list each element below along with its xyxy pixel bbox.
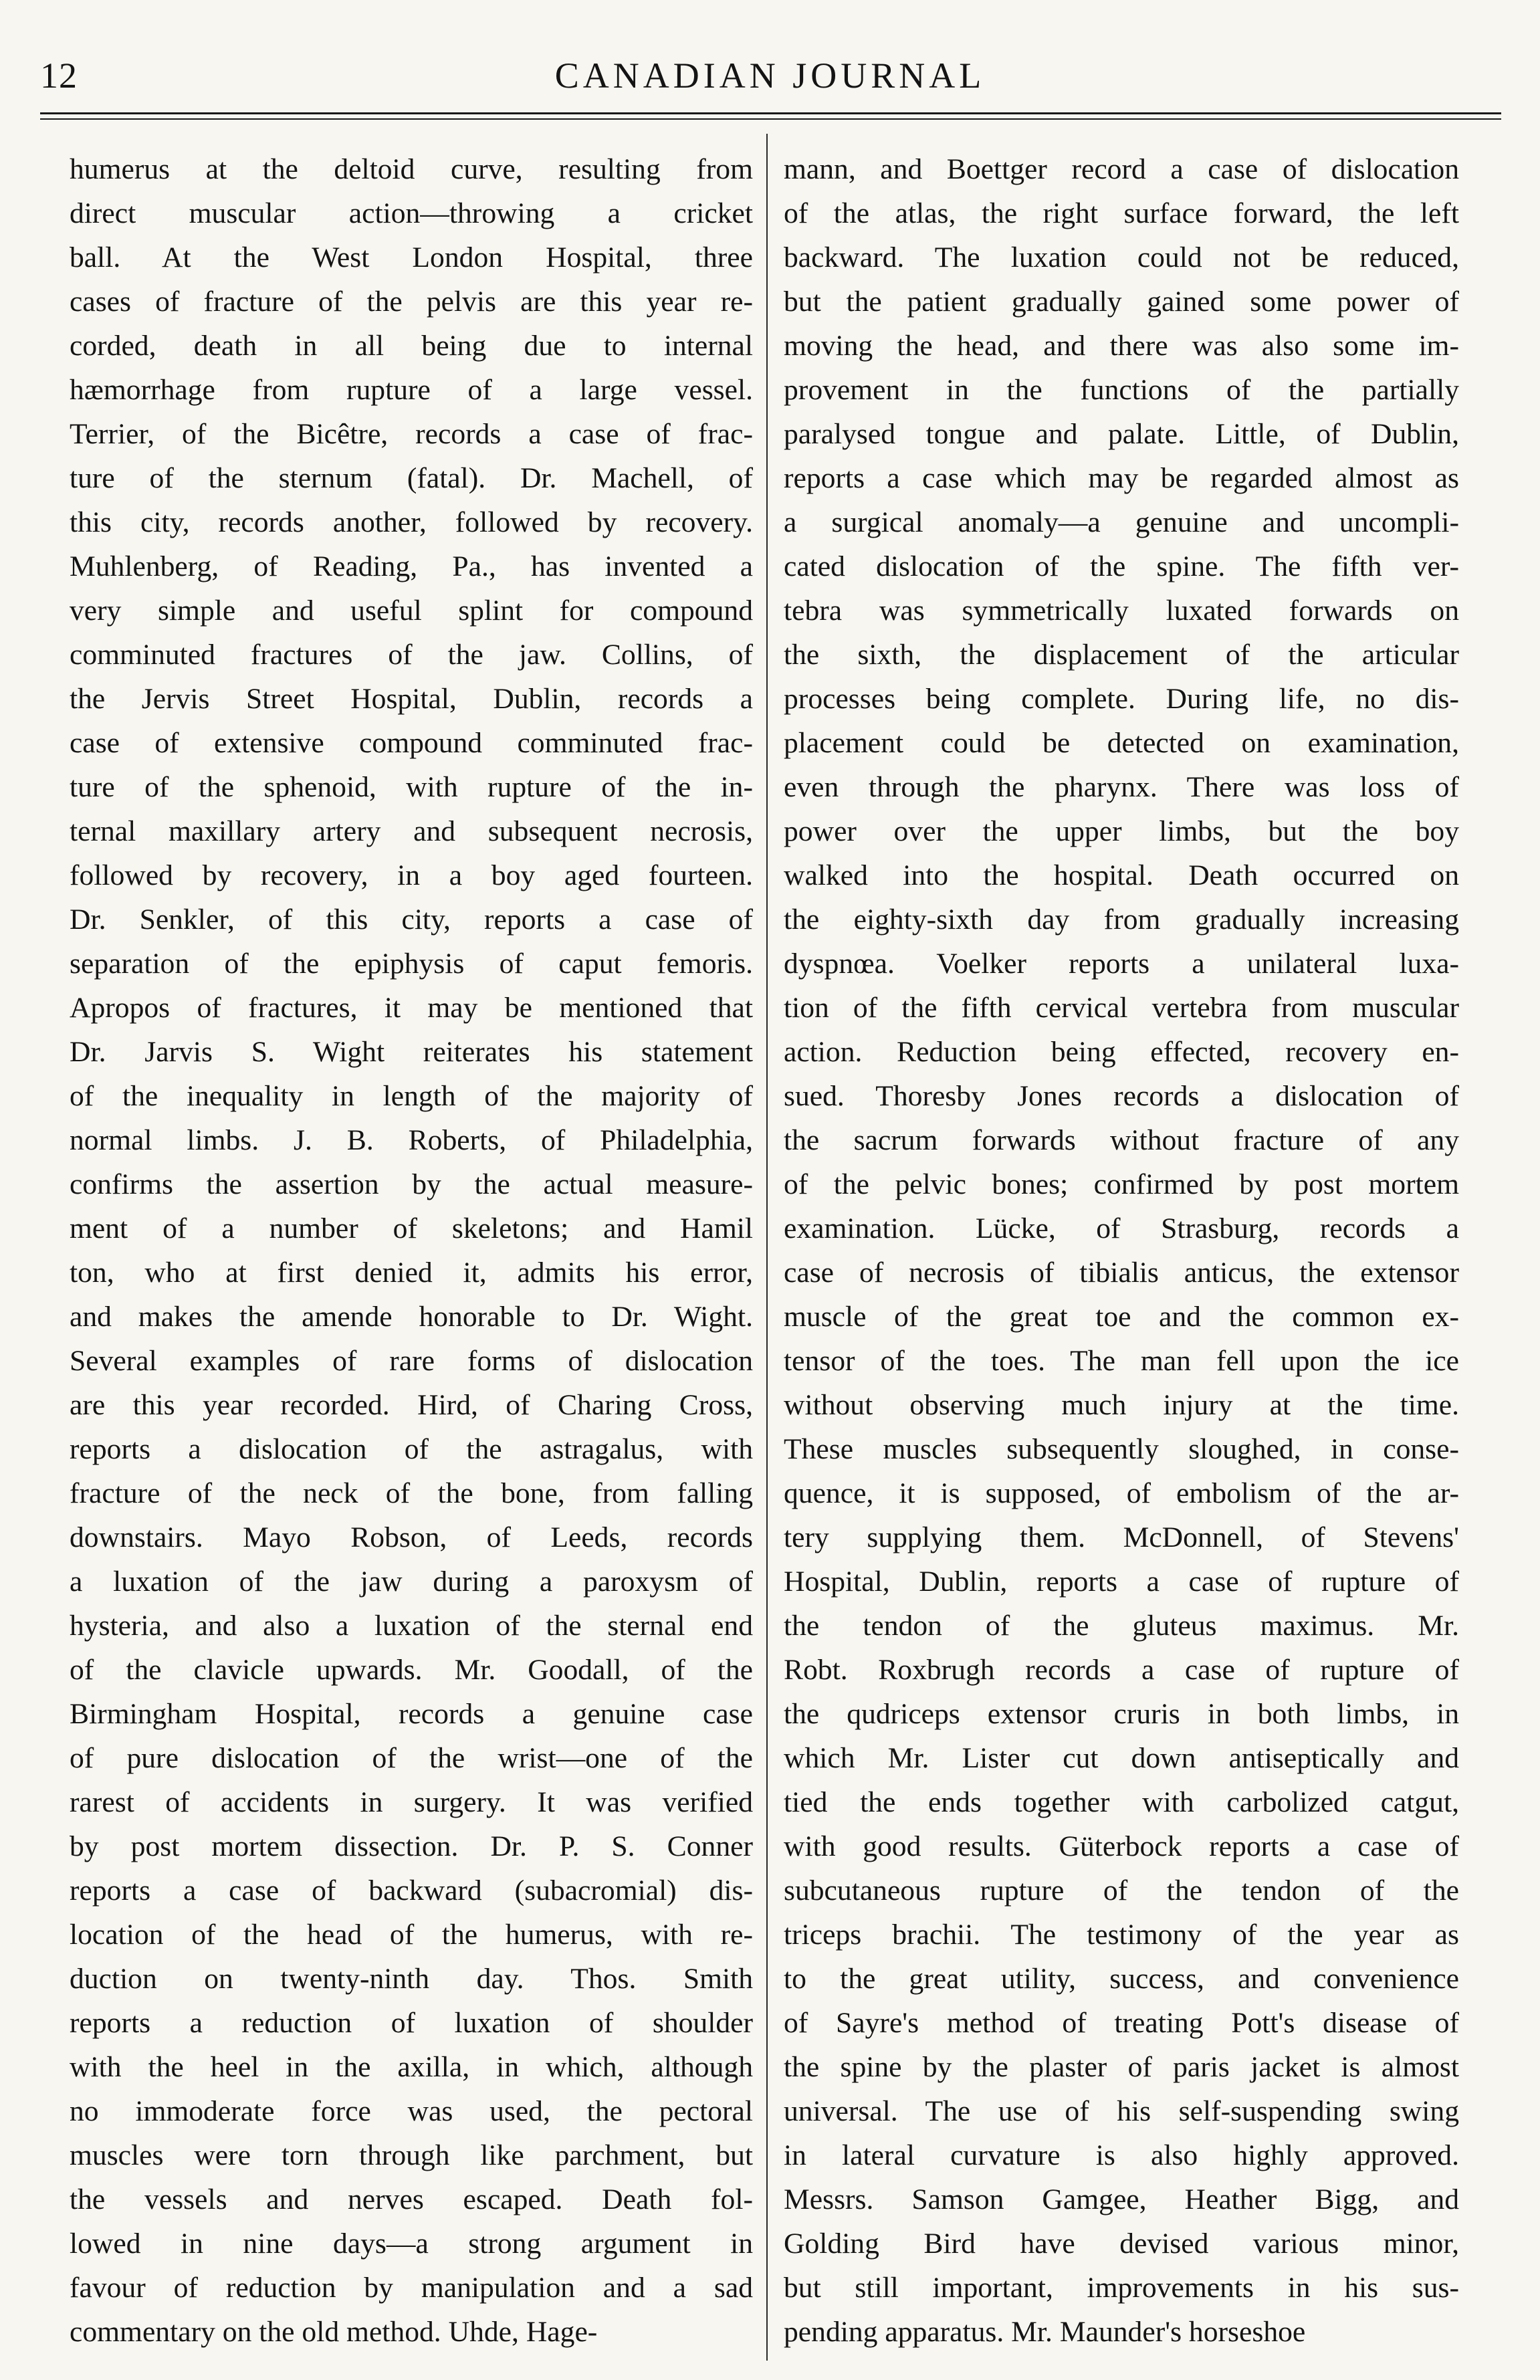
text-line: this city, records another, followed by recovery. <box>70 506 753 538</box>
text-line: the sacrum forwards without fracture of any <box>784 1124 1459 1156</box>
text-line: the vessels and nerves escaped. Death fol- <box>70 2183 753 2215</box>
text-line: reports a dislocation of the astragalus, with <box>70 1433 753 1465</box>
text-line: reports a case which may be regarded almost as <box>784 462 1459 494</box>
text-line: Muhlenberg, of Reading, Pa., has invented a <box>70 550 753 582</box>
text-line: walked into the hospital. Death occurred on <box>784 859 1459 891</box>
text-line: placement could be detected on examination, <box>784 727 1459 759</box>
text-line: very simple and useful splint for compound <box>70 594 753 627</box>
text-line: lowed in nine days—a strong argument in <box>70 2228 753 2260</box>
running-title: CANADIAN JOURNAL <box>554 56 986 96</box>
text-line: Dr. Senkler, of this city, reports a case of <box>70 903 753 936</box>
text-line: cated dislocation of the spine. The fifth ver- <box>784 550 1459 582</box>
column-divider <box>766 134 768 2361</box>
text-line: ball. At the West London Hospital, three <box>70 241 753 274</box>
text-line: the spine by the plaster of paris jacket is almost <box>784 2051 1459 2083</box>
text-line: of the atlas, the right surface forward, the left <box>784 197 1459 229</box>
text-line: tion of the fifth cervical vertebra from muscular <box>784 992 1459 1024</box>
text-line: the eighty-sixth day from gradually increasing <box>784 903 1459 936</box>
text-line: Messrs. Samson Gamgee, Heather Bigg, and <box>784 2183 1459 2215</box>
text-line: of the clavicle upwards. Mr. Goodall, of the <box>70 1654 753 1686</box>
text-line: backward. The luxation could not be reduced, <box>784 241 1459 274</box>
text-line: sued. Thoresby Jones records a dislocation of <box>784 1080 1459 1112</box>
text-line: ment of a number of skeletons; and Hamil <box>70 1212 753 1245</box>
text-line: case of extensive compound comminuted frac- <box>70 727 753 759</box>
text-line: Birmingham Hospital, records a genuine case <box>70 1698 753 1730</box>
text-line: subcutaneous rupture of the tendon of the <box>784 1874 1459 1907</box>
text-line: reports a reduction of luxation of shoulder <box>70 2007 753 2039</box>
left-column <box>70 147 753 2354</box>
text-line: with good results. Güterbock reports a case of <box>784 1830 1459 1862</box>
text-line: ton, who at first denied it, admits his error, <box>70 1257 753 1289</box>
text-line: direct muscular action—throwing a cricket <box>70 197 753 229</box>
text-line: pending apparatus. Mr. Maunder's horseshoe <box>784 2316 1306 2348</box>
text-line: muscle of the great toe and the common ex- <box>784 1301 1459 1333</box>
text-line: Dr. Jarvis S. Wight reiterates his statement <box>70 1036 753 1068</box>
text-line: followed by recovery, in a boy aged fourteen. <box>70 859 753 891</box>
text-line: Robt. Roxbrugh records a case of rupture of <box>784 1654 1459 1686</box>
text-line: comminuted fractures of the jaw. Collins, of <box>70 639 753 671</box>
text-line: normal limbs. J. B. Roberts, of Philadelphia, <box>70 1124 753 1156</box>
header-rule <box>40 112 1501 114</box>
text-line: tery supplying them. McDonnell, of Stevens' <box>784 1521 1459 1553</box>
text-line: universal. The use of his self-suspending swing <box>784 2095 1459 2127</box>
text-line: with the heel in the axilla, in which, although <box>70 2051 753 2083</box>
text-line: to the great utility, success, and convenience <box>784 1963 1459 1995</box>
text-line: humerus at the deltoid curve, resulting from <box>70 153 753 185</box>
text-line: the sixth, the displacement of the articular <box>784 639 1459 671</box>
text-line: and makes the amende honorable to Dr. Wight. <box>70 1301 753 1333</box>
text-line: location of the head of the humerus, with re- <box>70 1919 753 1951</box>
text-line: paralysed tongue and palate. Little, of Dublin, <box>784 418 1459 450</box>
text-line: confirms the assertion by the actual measure- <box>70 1168 753 1200</box>
text-line: processes being complete. During life, no dis- <box>784 683 1459 715</box>
page-number: 12 <box>40 56 78 96</box>
text-line: of the inequality in length of the majority of <box>70 1080 753 1112</box>
text-line: a luxation of the jaw during a paroxysm of <box>70 1565 753 1598</box>
header-rule-secondary <box>40 118 1501 120</box>
text-line: Apropos of fractures, it may be mentioned that <box>70 992 753 1024</box>
text-line: of pure dislocation of the wrist—one of the <box>70 1742 753 1774</box>
text-line: of Sayre's method of treating Pott's disease of <box>784 2007 1459 2039</box>
text-line: dyspnœa. Voelker reports a unilateral luxa- <box>784 948 1459 980</box>
text-line: Terrier, of the Bicêtre, records a case of frac- <box>70 418 753 450</box>
text-line: triceps brachii. The testimony of the year as <box>784 1919 1459 1951</box>
text-line: tied the ends together with carbolized catgut, <box>784 1786 1459 1818</box>
text-line: quence, it is supposed, of embolism of the ar- <box>784 1477 1459 1509</box>
text-line: tebra was symmetrically luxated forwards on <box>784 594 1459 627</box>
text-line: provement in the functions of the partially <box>784 374 1459 406</box>
text-line: moving the head, and there was also some im- <box>784 330 1459 362</box>
text-line: power over the upper limbs, but the boy <box>784 815 1459 847</box>
text-line: hæmorrhage from rupture of a large vessel. <box>70 374 753 406</box>
text-line: commentary on the old method. Uhde, Hage- <box>70 2316 598 2348</box>
text-line: duction on twenty-ninth day. Thos. Smith <box>70 1963 753 1995</box>
text-line: are this year recorded. Hird, of Charing Cross, <box>70 1389 753 1421</box>
text-line: ture of the sternum (fatal). Dr. Machell, of <box>70 462 753 494</box>
text-line: downstairs. Mayo Robson, of Leeds, records <box>70 1521 753 1553</box>
text-line: examination. Lücke, of Strasburg, records a <box>784 1212 1459 1245</box>
text-line: Golding Bird have devised various minor, <box>784 2228 1459 2260</box>
text-line: muscles were torn through like parchment, but <box>70 2139 753 2171</box>
text-line: in lateral curvature is also highly approved. <box>784 2139 1459 2171</box>
text-line: without observing much injury at the time. <box>784 1389 1459 1421</box>
text-line: the tendon of the gluteus maximus. Mr. <box>784 1610 1459 1642</box>
text-line: even through the pharynx. There was loss of <box>784 771 1459 803</box>
text-line: a surgical anomaly—a genuine and uncompli- <box>784 506 1459 538</box>
text-line: tensor of the toes. The man fell upon the ice <box>784 1345 1459 1377</box>
text-line: rarest of accidents in surgery. It was verified <box>70 1786 753 1818</box>
text-line: favour of reduction by manipulation and a sad <box>70 2272 753 2304</box>
text-line: the qudriceps extensor cruris in both limbs, in <box>784 1698 1459 1730</box>
text-line: Hospital, Dublin, reports a case of rupture of <box>784 1565 1459 1598</box>
text-line: no immoderate force was used, the pectoral <box>70 2095 753 2127</box>
text-line: hysteria, and also a luxation of the sternal end <box>70 1610 753 1642</box>
text-line: but the patient gradually gained some power of <box>784 286 1459 318</box>
right-column <box>784 147 1459 2354</box>
text-line: ternal maxillary artery and subsequent necrosis, <box>70 815 753 847</box>
text-line: mann, and Boettger record a case of dislocation <box>784 153 1459 185</box>
text-line: corded, death in all being due to internal <box>70 330 753 362</box>
text-line: ture of the sphenoid, with rupture of the in- <box>70 771 753 803</box>
text-line: These muscles subsequently sloughed, in conse- <box>784 1433 1459 1465</box>
text-line: which Mr. Lister cut down antiseptically and <box>784 1742 1459 1774</box>
text-line: by post mortem dissection. Dr. P. S. Conner <box>70 1830 753 1862</box>
text-line: action. Reduction being effected, recovery en- <box>784 1036 1459 1068</box>
text-line: reports a case of backward (subacromial) dis- <box>70 1874 753 1907</box>
text-line: the Jervis Street Hospital, Dublin, records a <box>70 683 753 715</box>
text-line: separation of the epiphysis of caput femoris. <box>70 948 753 980</box>
text-line: cases of fracture of the pelvis are this year re- <box>70 286 753 318</box>
text-line: but still important, improvements in his sus- <box>784 2272 1459 2304</box>
text-line: case of necrosis of tibialis anticus, the extensor <box>784 1257 1459 1289</box>
text-line: Several examples of rare forms of dislocation <box>70 1345 753 1377</box>
text-line: fracture of the neck of the bone, from falling <box>70 1477 753 1509</box>
text-line: of the pelvic bones; confirmed by post mortem <box>784 1168 1459 1200</box>
